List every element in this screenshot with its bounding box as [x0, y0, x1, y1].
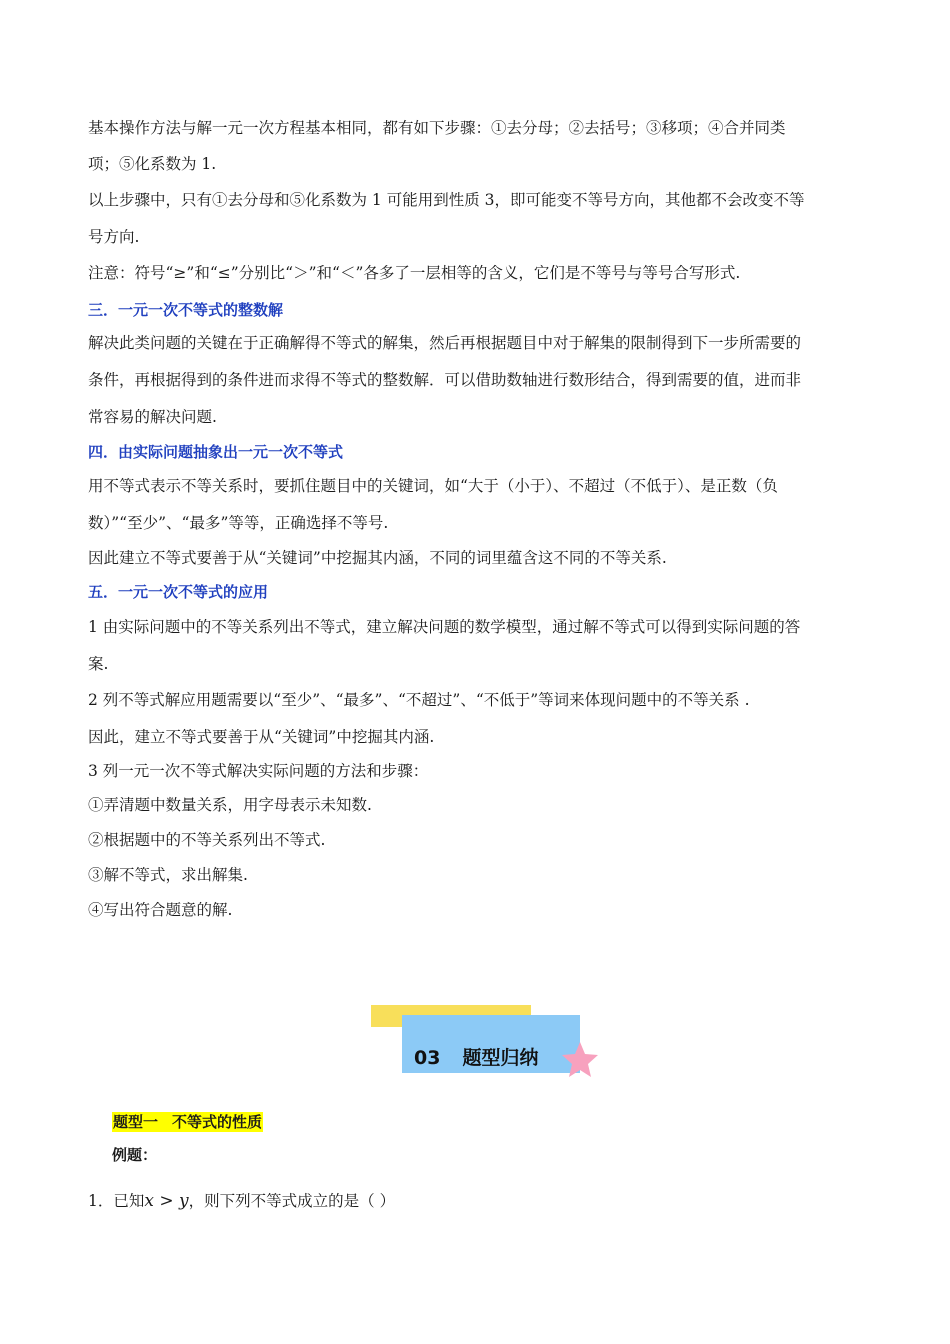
question-1	[88, 1190, 395, 1212]
question-suffix: ，则下列不等式成立的是（ ）	[188, 1192, 396, 1210]
section-heading-4: 四．由实际问题抽象出一元一次不等式	[88, 443, 344, 461]
section-heading-3: 三．一元一次不等式的整数解	[88, 301, 284, 319]
question-number: 1．	[88, 1192, 114, 1210]
line-18: 因此，建立不等式要善于从“关键词”中挖掘其内涵.	[88, 728, 435, 746]
question-type-tag: 题型一 不等式的性质	[113, 1113, 263, 1131]
line-15: 1 由实际问题中的不等关系列出不等式，建立解决问题的数学模型，通过解不等式可以得到实际问题的答	[88, 618, 801, 636]
line-13: 因此建立不等式要善于从“关键词”中挖掘其内涵，不同的词里蕴含这不同的不等关系.	[88, 549, 667, 567]
line-11: 用不等式表示不等关系时，要抓住题目中的关键词，如“大于（小于）、不超过（不低于）、是正数（负	[88, 477, 778, 495]
section-heading-5: 五．一元一次不等式的应用	[88, 583, 269, 601]
question-prefix: 已知	[113, 1192, 145, 1210]
line-9: 常容易的解决问题.	[88, 408, 217, 426]
line-17: 2 列不等式解应用题需要以“至少”、“最多”、“不超过”、“不低于”等词来体现问题中的不等关系 .	[88, 691, 750, 709]
step-3: ③解不等式，求出解集.	[88, 866, 248, 884]
banner-title: 03 题型归纳	[414, 1047, 539, 1069]
step-2: ②根据题中的不等关系列出不等式.	[88, 831, 326, 849]
star-icon	[560, 1040, 600, 1080]
line-5: 注意：符号“≥”和“≤”分别比“＞”和“＜”各多了一层相等的含义，它们是不等号与等号合写形式.	[88, 264, 741, 282]
step-1: ①弄清题中数量关系，用字母表示未知数.	[88, 796, 372, 814]
section-banner	[370, 1005, 610, 1085]
question-math: x > y	[144, 1191, 189, 1211]
line-1: 基本操作方法与解一元一次方程基本相同，都有如下步骤：①去分母；②去括号；③移项；④合并同类	[88, 119, 786, 137]
line-16: 案.	[88, 655, 109, 673]
example-label: 例题：	[112, 1146, 158, 1164]
line-12: 数）”“至少”、“最多”等等，正确选择不等号.	[88, 514, 389, 532]
line-8: 条件，再根据得到的条件进而求得不等式的整数解．可以借助数轴进行数形结合，得到需要的值，进而非	[88, 371, 802, 389]
line-2: 项；⑤化系数为 1.	[88, 155, 217, 173]
line-3: 以上步骤中，只有①去分母和⑤化系数为 1 可能用到性质 3，即可能变不等号方向，其他都不会改变不等	[88, 191, 805, 209]
line-4: 号方向.	[88, 228, 140, 246]
step-4: ④写出符合题意的解.	[88, 901, 233, 919]
line-19: 3 列一元一次不等式解决实际问题的方法和步骤：	[88, 762, 429, 780]
line-7: 解决此类问题的关键在于正确解得不等式的解集，然后再根据题目中对于解集的限制得到下一步所需要的	[88, 334, 802, 352]
